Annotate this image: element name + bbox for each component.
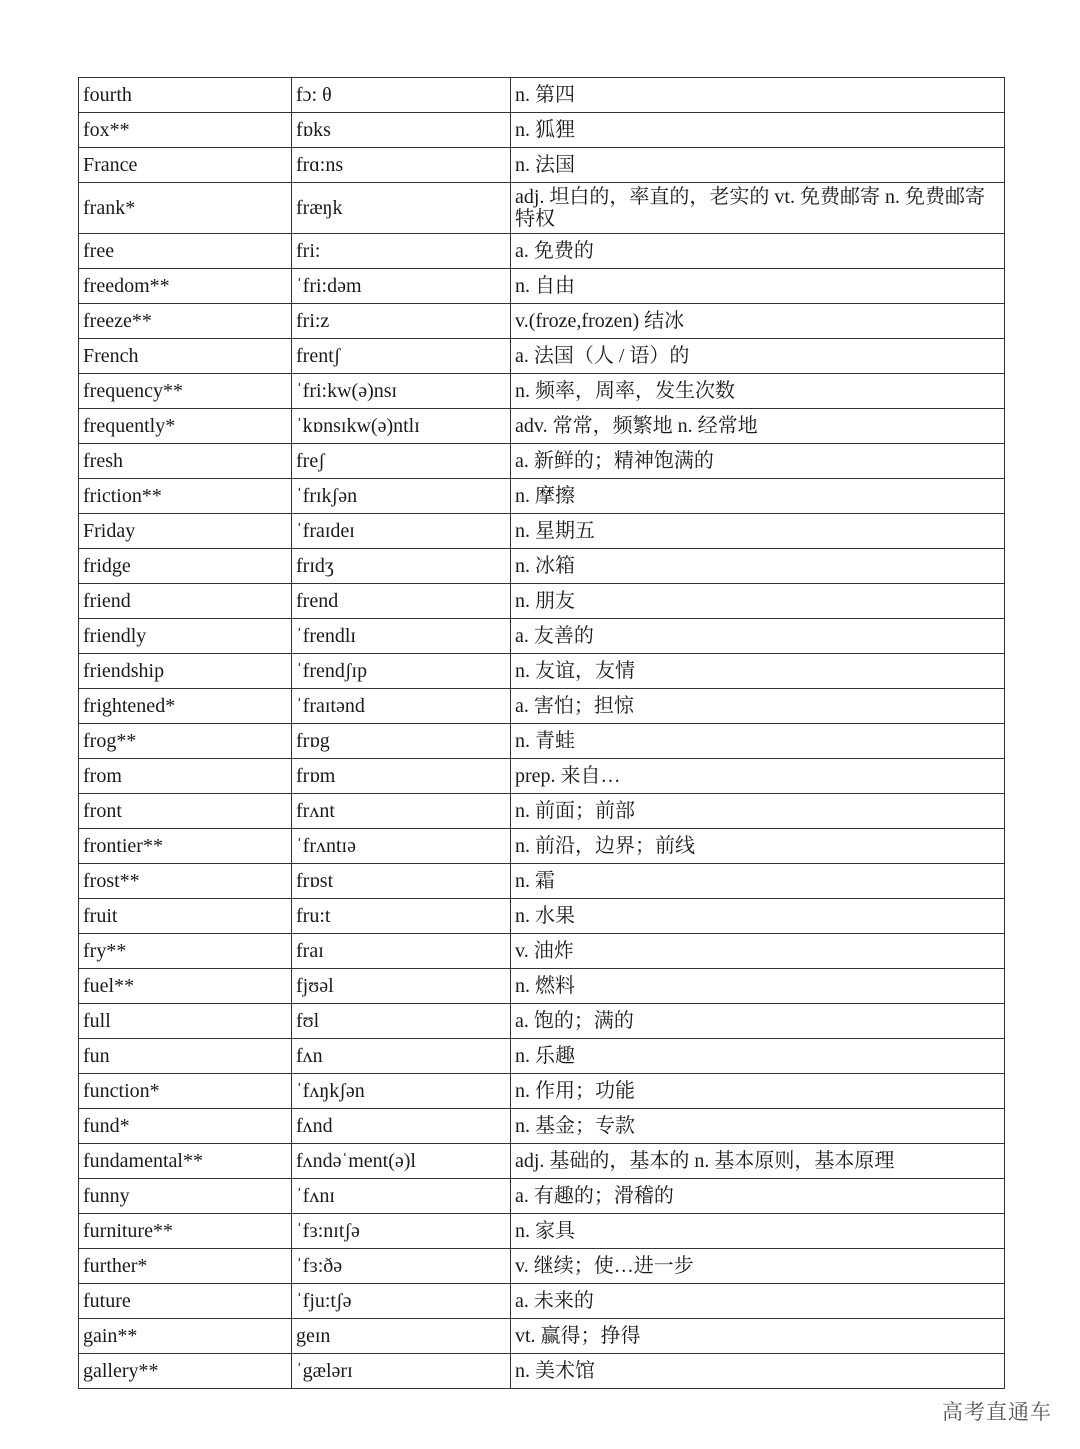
phonetic-cell: fraɪ <box>292 934 511 969</box>
table-row <box>79 864 1005 899</box>
word-cell: France <box>79 148 292 183</box>
table-row <box>79 1249 1005 1284</box>
phonetic-cell: ˈfrʌntɪə <box>292 829 511 864</box>
word-cell: friend <box>79 584 292 619</box>
table-row <box>79 269 1005 304</box>
phonetic-cell: ˈfraɪtənd <box>292 689 511 724</box>
table-row <box>79 794 1005 829</box>
word-cell: frog** <box>79 724 292 759</box>
phonetic-cell: ˈfɜ:ðə <box>292 1249 511 1284</box>
phonetic-cell: ˈfʌŋkʃən <box>292 1074 511 1109</box>
phonetic-cell: ˈfju:tʃə <box>292 1284 511 1319</box>
phonetic-cell: fʊl <box>292 1004 511 1039</box>
meaning-cell: n. 基金；专款 <box>511 1109 1005 1144</box>
phonetic-cell: freʃ <box>292 444 511 479</box>
meaning-cell: a. 免费的 <box>511 234 1005 269</box>
phonetic-cell: frɒm <box>292 759 511 794</box>
table-row <box>79 479 1005 514</box>
word-cell: frost** <box>79 864 292 899</box>
word-cell: further* <box>79 1249 292 1284</box>
meaning-cell: n. 水果 <box>511 899 1005 934</box>
table-row <box>79 759 1005 794</box>
phonetic-cell: fri:z <box>292 304 511 339</box>
word-cell: friction** <box>79 479 292 514</box>
table-row <box>79 584 1005 619</box>
phonetic-cell: frend <box>292 584 511 619</box>
word-cell: friendly <box>79 619 292 654</box>
table-row <box>79 654 1005 689</box>
phonetic-cell: ˈfrɪkʃən <box>292 479 511 514</box>
phonetic-cell: ˈfraɪdeɪ <box>292 514 511 549</box>
table-row <box>79 1354 1005 1389</box>
phonetic-cell: fri: <box>292 234 511 269</box>
meaning-cell: n. 星期五 <box>511 514 1005 549</box>
table-row <box>79 549 1005 584</box>
phonetic-cell: ˈfrendlɪ <box>292 619 511 654</box>
meaning-cell: v.(froze,frozen) 结冰 <box>511 304 1005 339</box>
phonetic-cell: ˈfri:kw(ə)nsɪ <box>292 374 511 409</box>
phonetic-cell: ˈfʌnɪ <box>292 1179 511 1214</box>
table-row <box>79 829 1005 864</box>
vocabulary-table-body <box>79 78 1005 1389</box>
table-row <box>79 374 1005 409</box>
word-cell: free <box>79 234 292 269</box>
word-cell: future <box>79 1284 292 1319</box>
word-cell: freeze** <box>79 304 292 339</box>
table-row <box>79 724 1005 759</box>
meaning-cell: n. 冰箱 <box>511 549 1005 584</box>
phonetic-cell: ˈkɒnsɪkw(ə)ntlɪ <box>292 409 511 444</box>
table-row <box>79 113 1005 148</box>
meaning-cell: v. 继续；使…进一步 <box>511 1249 1005 1284</box>
meaning-cell: v. 油炸 <box>511 934 1005 969</box>
word-cell: front <box>79 794 292 829</box>
table-row <box>79 619 1005 654</box>
table-row <box>79 1039 1005 1074</box>
phonetic-cell: ˈgælərɪ <box>292 1354 511 1389</box>
meaning-cell: vt. 赢得；挣得 <box>511 1319 1005 1354</box>
meaning-cell: n. 青蛙 <box>511 724 1005 759</box>
phonetic-cell: frɒst <box>292 864 511 899</box>
phonetic-cell: ˈfri:dəm <box>292 269 511 304</box>
word-cell: fruit <box>79 899 292 934</box>
word-cell: friendship <box>79 654 292 689</box>
meaning-cell: adj. 基础的，基本的 n. 基本原则，基本原理 <box>511 1144 1005 1179</box>
meaning-cell: a. 友善的 <box>511 619 1005 654</box>
phonetic-cell: frentʃ <box>292 339 511 374</box>
word-cell: furniture** <box>79 1214 292 1249</box>
word-cell: fox** <box>79 113 292 148</box>
table-row <box>79 409 1005 444</box>
table-row <box>79 1004 1005 1039</box>
phonetic-cell: frʌnt <box>292 794 511 829</box>
meaning-cell: a. 新鲜的；精神饱满的 <box>511 444 1005 479</box>
meaning-cell: n. 频率，周率，发生次数 <box>511 374 1005 409</box>
phonetic-cell: frɪdʒ <box>292 549 511 584</box>
meaning-cell: n. 友谊，友情 <box>511 654 1005 689</box>
vocabulary-table <box>78 77 1005 1389</box>
word-cell: Friday <box>79 514 292 549</box>
table-row <box>79 1074 1005 1109</box>
table-row <box>79 689 1005 724</box>
watermark-text: 高考直通车 <box>942 1400 1052 1424</box>
meaning-cell: n. 狐狸 <box>511 113 1005 148</box>
phonetic-cell: fɒks <box>292 113 511 148</box>
table-row <box>79 1109 1005 1144</box>
meaning-cell: a. 害怕；担惊 <box>511 689 1005 724</box>
word-cell: French <box>79 339 292 374</box>
table-row <box>79 444 1005 479</box>
word-cell: from <box>79 759 292 794</box>
word-cell: gallery** <box>79 1354 292 1389</box>
meaning-cell: n. 霜 <box>511 864 1005 899</box>
meaning-cell: n. 美术馆 <box>511 1354 1005 1389</box>
meaning-cell: n. 作用；功能 <box>511 1074 1005 1109</box>
word-cell: frontier** <box>79 829 292 864</box>
meaning-cell: n. 法国 <box>511 148 1005 183</box>
table-row <box>79 339 1005 374</box>
word-cell: fridge <box>79 549 292 584</box>
table-row <box>79 234 1005 269</box>
word-cell: function* <box>79 1074 292 1109</box>
phonetic-cell: frɑ:ns <box>292 148 511 183</box>
word-cell: fry** <box>79 934 292 969</box>
table-row <box>79 899 1005 934</box>
table-row <box>79 514 1005 549</box>
word-cell: full <box>79 1004 292 1039</box>
word-cell: fourth <box>79 78 292 113</box>
phonetic-cell: ˈfrendʃɪp <box>292 654 511 689</box>
phonetic-cell: fræŋk <box>292 183 511 234</box>
word-cell: funny <box>79 1179 292 1214</box>
meaning-cell: n. 第四 <box>511 78 1005 113</box>
meaning-cell: prep. 来自… <box>511 759 1005 794</box>
word-cell: frequency** <box>79 374 292 409</box>
table-row <box>79 183 1005 234</box>
word-cell: gain** <box>79 1319 292 1354</box>
meaning-cell: n. 前沿，边界；前线 <box>511 829 1005 864</box>
meaning-cell: n. 家具 <box>511 1214 1005 1249</box>
meaning-cell: n. 燃料 <box>511 969 1005 1004</box>
meaning-cell: a. 法国（人 / 语）的 <box>511 339 1005 374</box>
table-row <box>79 969 1005 1004</box>
table-row <box>79 148 1005 183</box>
table-row <box>79 1144 1005 1179</box>
meaning-cell: adj. 坦白的，率直的，老实的 vt. 免费邮寄 n. 免费邮寄特权 <box>511 183 1005 234</box>
table-row <box>79 304 1005 339</box>
phonetic-cell: fʌndəˈment(ə)l <box>292 1144 511 1179</box>
meaning-cell: n. 自由 <box>511 269 1005 304</box>
table-row <box>79 1319 1005 1354</box>
phonetic-cell: fʌn <box>292 1039 511 1074</box>
word-cell: frank* <box>79 183 292 234</box>
phonetic-cell: geɪn <box>292 1319 511 1354</box>
phonetic-cell: frɒg <box>292 724 511 759</box>
word-cell: freedom** <box>79 269 292 304</box>
word-cell: fund* <box>79 1109 292 1144</box>
word-cell: fun <box>79 1039 292 1074</box>
word-cell: fuel** <box>79 969 292 1004</box>
table-row <box>79 1214 1005 1249</box>
phonetic-cell: fʌnd <box>292 1109 511 1144</box>
phonetic-cell: fru:t <box>292 899 511 934</box>
word-cell: frequently* <box>79 409 292 444</box>
phonetic-cell: fjʊəl <box>292 969 511 1004</box>
table-row <box>79 1284 1005 1319</box>
meaning-cell: a. 有趣的；滑稽的 <box>511 1179 1005 1214</box>
meaning-cell: n. 摩擦 <box>511 479 1005 514</box>
meaning-cell: adv. 常常，频繁地 n. 经常地 <box>511 409 1005 444</box>
meaning-cell: n. 前面；前部 <box>511 794 1005 829</box>
phonetic-cell: ˈfɜ:nɪtʃə <box>292 1214 511 1249</box>
meaning-cell: a. 饱的；满的 <box>511 1004 1005 1039</box>
table-row <box>79 78 1005 113</box>
phonetic-cell: fɔ: θ <box>292 78 511 113</box>
word-cell: fresh <box>79 444 292 479</box>
word-cell: frightened* <box>79 689 292 724</box>
meaning-cell: n. 乐趣 <box>511 1039 1005 1074</box>
table-row <box>79 1179 1005 1214</box>
table-row <box>79 934 1005 969</box>
meaning-cell: a. 未来的 <box>511 1284 1005 1319</box>
word-cell: fundamental** <box>79 1144 292 1179</box>
meaning-cell: n. 朋友 <box>511 584 1005 619</box>
